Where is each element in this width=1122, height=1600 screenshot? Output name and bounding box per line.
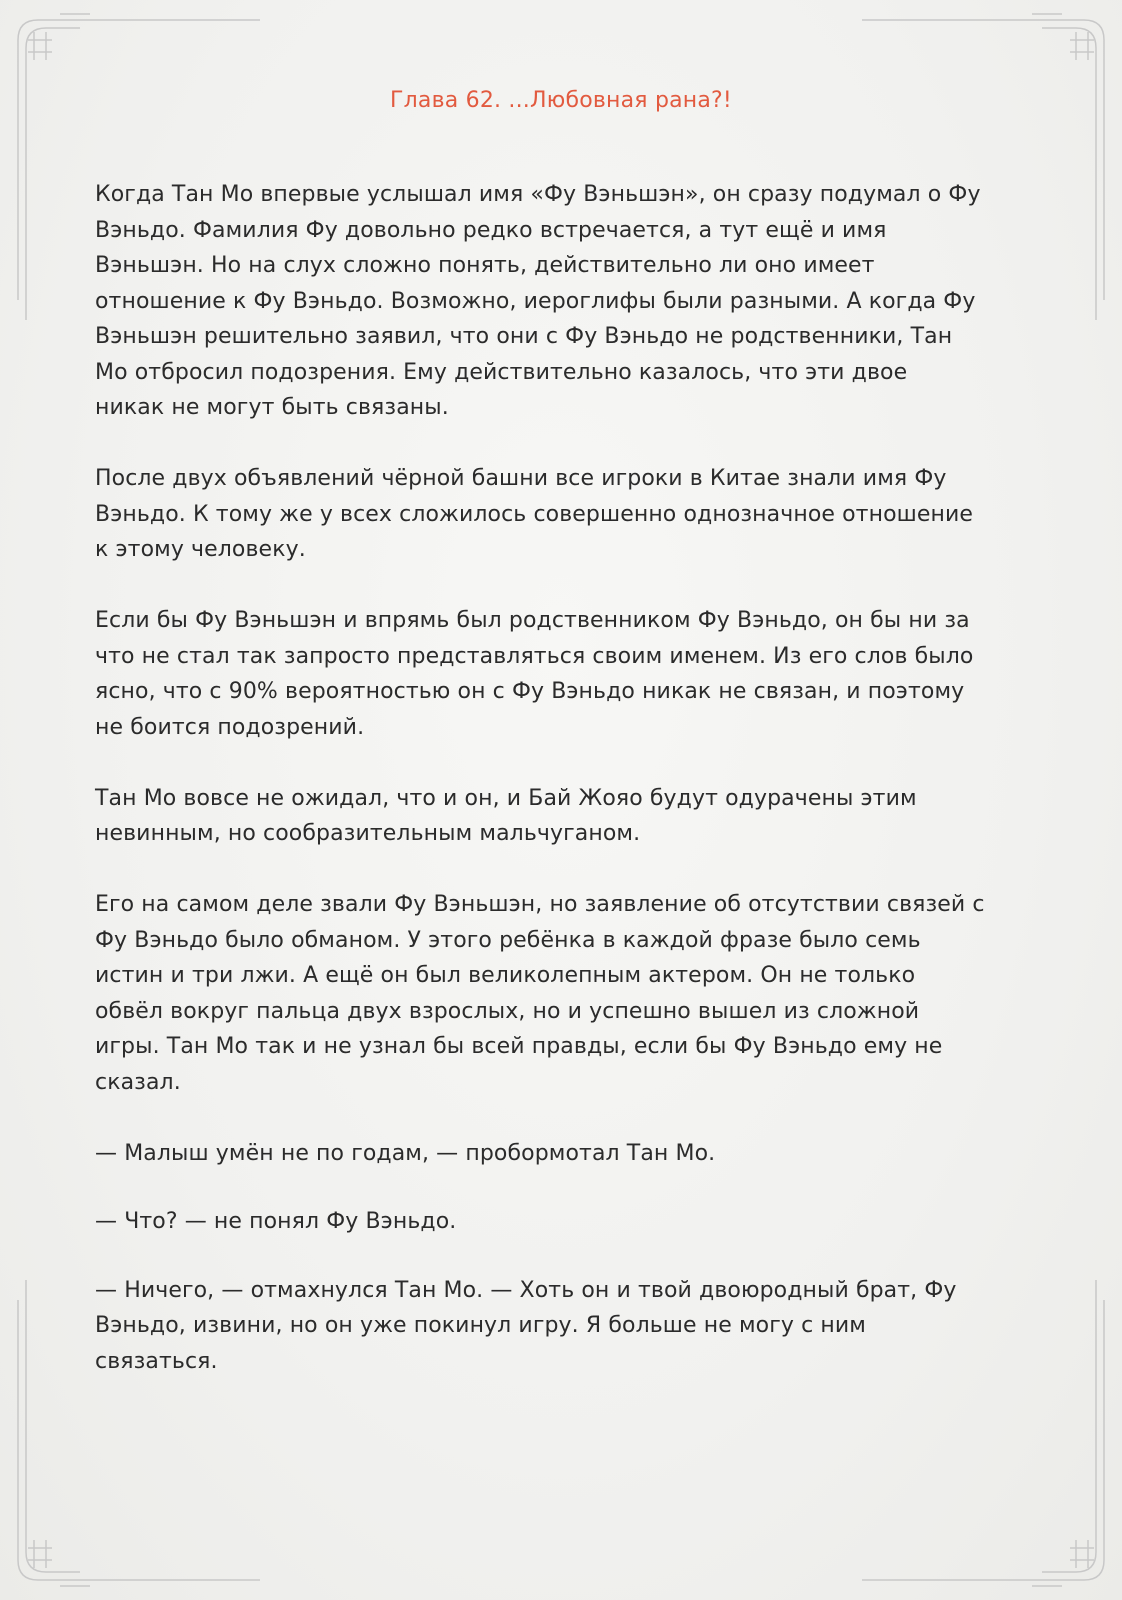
- paragraph: После двух объявлений чёрной башни все игроки в Китае знали имя Фу Вэньдо. К тому же у всех сложилось совершенно однозначное отношение к этому человеку.: [95, 466, 974, 562]
- dialogue-line: — Что? — не понял Фу Вэньдо.: [95, 1209, 457, 1234]
- chapter-body: [95, 177, 1025, 1415]
- paragraph: Если бы Фу Вэньшэн и впрямь был родственником Фу Вэньдо, он бы ни за что не стал так запросто представляться своим именем. Из его слов было ясно, что с 90% вероятностью он с Фу Вэньдо никак не связан, и поэтому не боится подозрений.: [95, 608, 974, 740]
- paragraph: Его на самом деле звали Фу Вэньшэн, но заявление об отсутствии связей с Фу Вэньдо было обманом. У этого ребёнка в каждой фразе было семь истин и три лжи. А ещё он был великолепным актером. Он не только обвёл вокруг пальца двух взрослых, но и успешно вышел из сложной игры. Тан Мо так и не узнал бы всей правды, если бы Фу Вэньдо ему не сказал.: [95, 892, 985, 1095]
- dialogue-line: — Малыш умён не по годам, — пробормотал Тан Мо.: [95, 1140, 716, 1166]
- paragraph: Тан Мо вовсе не ожидал, что и он, и Бай Жояо будут одурачены этим невинным, но сообразительным мальчуганом.: [95, 785, 917, 846]
- chapter-title: Глава 62. ...Любовная рана?!: [390, 88, 732, 113]
- paragraph: Когда Тан Мо впервые услышал имя «Фу Вэньшэн», он сразу подумал о Фу Вэньдо. Фамилия Фу довольно редко встречается, а тут ещё и имя Вэньшэн. Но на слух сложно понять, действительно ли оно имеет отношение к Фу Вэньдо. Возможно, иероглифы были разными. А когда Фу Вэньшэн решительно заявил, что они с Фу Вэньдо не родственники, Тан Мо отбросил подозрения. Ему действительно казалось, что эти двое никак не могут быть связаны.: [95, 182, 981, 420]
- dialogue-line: — Ничего, — отмахнулся Тан Мо. — Хоть он и твой двоюродный брат, Фу Вэньдо, извини, но он уже покинул игру. Я больше не могу с ним связаться.: [95, 1277, 957, 1374]
